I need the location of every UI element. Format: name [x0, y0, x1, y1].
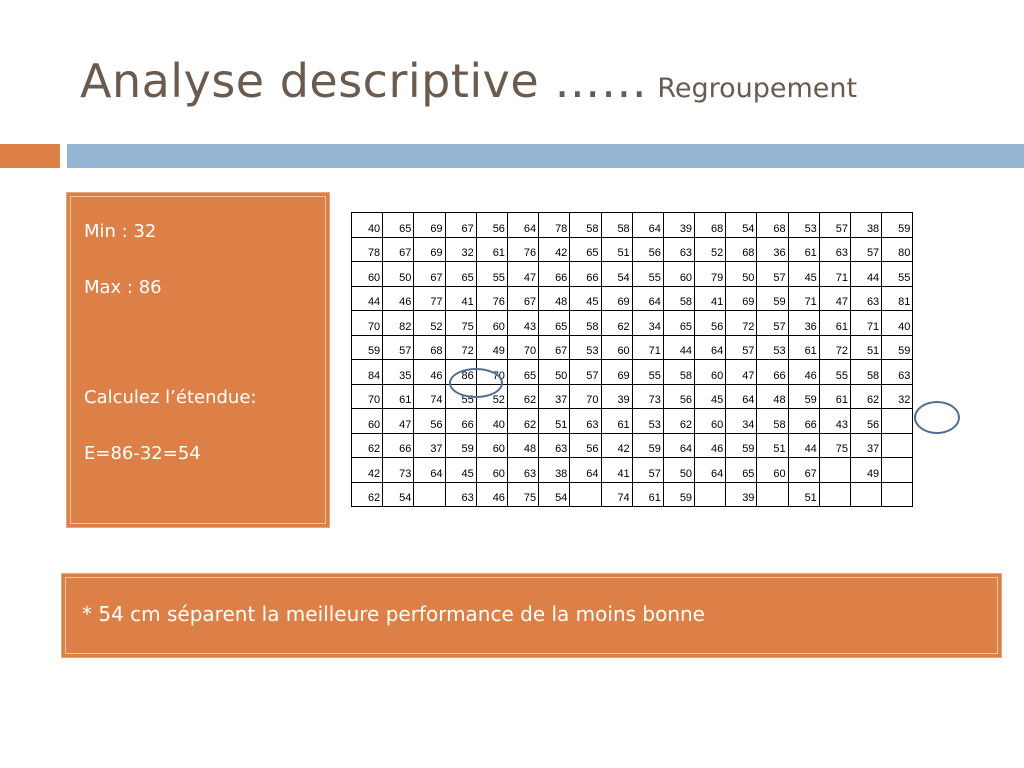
table-cell: 55	[445, 384, 476, 409]
table-cell: 68	[726, 237, 757, 262]
table-row	[352, 384, 913, 409]
table-cell: 55	[632, 360, 663, 385]
table-cell: 67	[445, 213, 476, 238]
table-cell	[882, 433, 913, 458]
table-cell: 53	[632, 409, 663, 434]
table-cell: 45	[445, 458, 476, 483]
table-cell: 77	[414, 286, 445, 311]
table-row	[352, 213, 913, 238]
table-cell: 69	[601, 286, 632, 311]
table-cell: 63	[539, 433, 570, 458]
table-cell: 64	[632, 213, 663, 238]
max-value-highlight-circle	[449, 368, 503, 398]
table-cell: 47	[819, 286, 850, 311]
table-cell: 53	[570, 335, 601, 360]
table-cell: 62	[507, 409, 538, 434]
table-cell: 75	[819, 433, 850, 458]
table-cell: 69	[414, 213, 445, 238]
table-cell: 82	[383, 311, 414, 336]
table-cell: 34	[632, 311, 663, 336]
accent-bar-orange	[0, 144, 60, 168]
conclusion-text: * 54 cm séparent la meilleure performance de la moins bonne	[82, 602, 705, 626]
table-cell: 62	[663, 409, 694, 434]
table-cell: 65	[445, 262, 476, 287]
table-cell: 57	[757, 262, 788, 287]
slide-title	[80, 54, 857, 108]
table-cell: 41	[601, 458, 632, 483]
table-cell: 67	[507, 286, 538, 311]
table-cell: 39	[726, 482, 757, 507]
table-cell: 36	[788, 311, 819, 336]
table-cell: 66	[445, 409, 476, 434]
table-cell: 80	[882, 237, 913, 262]
table-cell: 42	[601, 433, 632, 458]
table-cell: 74	[414, 384, 445, 409]
table-row	[352, 262, 913, 287]
table-cell: 75	[507, 482, 538, 507]
table-cell: 47	[726, 360, 757, 385]
table-cell: 57	[726, 335, 757, 360]
table-cell: 62	[601, 311, 632, 336]
table-row	[352, 409, 913, 434]
table-cell: 46	[788, 360, 819, 385]
table-cell: 84	[352, 360, 383, 385]
table-cell: 72	[445, 335, 476, 360]
table-cell: 39	[663, 213, 694, 238]
table-cell: 52	[695, 237, 726, 262]
table-cell: 57	[632, 458, 663, 483]
table-cell: 73	[383, 458, 414, 483]
table-cell: 54	[601, 262, 632, 287]
table-cell: 59	[663, 482, 694, 507]
table-cell: 58	[601, 213, 632, 238]
table-cell: 50	[539, 360, 570, 385]
table-cell: 63	[851, 286, 882, 311]
table-cell: 51	[601, 237, 632, 262]
table-cell	[819, 482, 850, 507]
table-cell: 57	[851, 237, 882, 262]
table-cell: 67	[383, 237, 414, 262]
table-cell: 51	[757, 433, 788, 458]
table-cell: 60	[757, 458, 788, 483]
table-cell: 64	[507, 213, 538, 238]
table-cell: 46	[414, 360, 445, 385]
table-cell	[882, 458, 913, 483]
table-cell: 65	[570, 237, 601, 262]
table-cell: 48	[539, 286, 570, 311]
table-row	[352, 433, 913, 458]
table-cell: 53	[788, 213, 819, 238]
table-cell: 34	[726, 409, 757, 434]
table-cell: 71	[788, 286, 819, 311]
table-cell	[882, 409, 913, 434]
slide-title-main: Analyse descriptive ……	[80, 54, 648, 108]
table-cell: 56	[414, 409, 445, 434]
table-cell: 62	[352, 433, 383, 458]
table-cell: 86	[445, 360, 476, 385]
table-cell: 57	[570, 360, 601, 385]
table-cell: 59	[726, 433, 757, 458]
table-cell	[414, 482, 445, 507]
table-cell: 45	[788, 262, 819, 287]
table-cell: 56	[663, 384, 694, 409]
table-cell: 63	[882, 360, 913, 385]
table-cell: 52	[414, 311, 445, 336]
table-cell: 61	[819, 384, 850, 409]
table-cell: 40	[882, 311, 913, 336]
table-cell: 63	[570, 409, 601, 434]
table-cell: 37	[414, 433, 445, 458]
table-cell: 62	[851, 384, 882, 409]
table-cell: 65	[507, 360, 538, 385]
table-cell: 76	[476, 286, 507, 311]
table-cell: 63	[819, 237, 850, 262]
table-cell: 42	[539, 237, 570, 262]
table-cell: 44	[352, 286, 383, 311]
table-cell: 58	[663, 360, 694, 385]
table-cell: 70	[570, 384, 601, 409]
table-cell: 47	[507, 262, 538, 287]
table-cell: 79	[695, 262, 726, 287]
table-cell: 63	[507, 458, 538, 483]
table-cell: 66	[539, 262, 570, 287]
table-cell: 32	[445, 237, 476, 262]
table-cell: 61	[788, 335, 819, 360]
table-cell: 60	[476, 311, 507, 336]
table-cell: 54	[726, 213, 757, 238]
table-cell: 60	[601, 335, 632, 360]
table-cell: 57	[383, 335, 414, 360]
table-cell: 70	[476, 360, 507, 385]
table-cell: 41	[445, 286, 476, 311]
table-cell: 37	[851, 433, 882, 458]
table-cell: 78	[539, 213, 570, 238]
table-cell: 59	[352, 335, 383, 360]
table-cell: 43	[507, 311, 538, 336]
table-cell: 71	[851, 311, 882, 336]
table-cell: 76	[507, 237, 538, 262]
table-cell: 55	[882, 262, 913, 287]
table-cell: 46	[476, 482, 507, 507]
table-cell: 44	[663, 335, 694, 360]
table-cell: 55	[476, 262, 507, 287]
table-cell: 66	[788, 409, 819, 434]
table-cell: 64	[632, 286, 663, 311]
table-cell: 55	[819, 360, 850, 385]
table-cell: 50	[383, 262, 414, 287]
range-calculation-panel	[66, 192, 330, 528]
range-question-text: Calculez l’étendue:	[84, 387, 257, 408]
table-cell: 50	[663, 458, 694, 483]
table-cell: 81	[882, 286, 913, 311]
table-cell: 51	[788, 482, 819, 507]
table-cell	[819, 458, 850, 483]
table-cell: 64	[414, 458, 445, 483]
table-cell: 65	[663, 311, 694, 336]
table-cell	[570, 482, 601, 507]
table-cell: 74	[601, 482, 632, 507]
table-cell: 63	[445, 482, 476, 507]
table-cell: 43	[819, 409, 850, 434]
performance-data-table-body	[352, 213, 913, 507]
table-cell: 53	[757, 335, 788, 360]
table-cell: 35	[383, 360, 414, 385]
table-cell	[695, 482, 726, 507]
table-cell: 67	[414, 262, 445, 287]
table-cell: 49	[851, 458, 882, 483]
table-cell: 57	[757, 311, 788, 336]
table-cell: 61	[788, 237, 819, 262]
table-cell: 68	[757, 213, 788, 238]
table-cell: 48	[757, 384, 788, 409]
table-cell	[851, 482, 882, 507]
table-cell: 62	[352, 482, 383, 507]
table-cell: 65	[383, 213, 414, 238]
table-cell: 57	[819, 213, 850, 238]
table-cell: 32	[882, 384, 913, 409]
table-cell: 55	[632, 262, 663, 287]
table-cell: 64	[663, 433, 694, 458]
table-cell: 66	[757, 360, 788, 385]
table-cell: 38	[851, 213, 882, 238]
table-cell: 70	[507, 335, 538, 360]
table-row	[352, 335, 913, 360]
table-cell: 60	[695, 360, 726, 385]
table-cell: 62	[507, 384, 538, 409]
accent-bar-blue	[67, 144, 1024, 168]
table-cell: 49	[476, 335, 507, 360]
table-cell: 37	[539, 384, 570, 409]
table-row	[352, 482, 913, 507]
table-cell: 69	[601, 360, 632, 385]
table-cell: 38	[539, 458, 570, 483]
table-cell: 78	[352, 237, 383, 262]
table-cell: 61	[601, 409, 632, 434]
table-cell: 75	[445, 311, 476, 336]
table-cell: 68	[695, 213, 726, 238]
table-cell: 73	[632, 384, 663, 409]
table-cell: 64	[695, 335, 726, 360]
table-cell: 66	[383, 433, 414, 458]
table-cell: 61	[383, 384, 414, 409]
table-cell: 58	[570, 213, 601, 238]
table-cell: 71	[632, 335, 663, 360]
table-cell: 59	[632, 433, 663, 458]
table-cell: 60	[476, 458, 507, 483]
table-cell: 61	[819, 311, 850, 336]
table-cell: 72	[819, 335, 850, 360]
table-cell: 54	[539, 482, 570, 507]
table-cell: 56	[695, 311, 726, 336]
table-cell: 54	[383, 482, 414, 507]
table-cell: 61	[632, 482, 663, 507]
table-cell: 58	[757, 409, 788, 434]
table-cell: 36	[757, 237, 788, 262]
table-cell: 65	[726, 458, 757, 483]
conclusion-panel	[61, 573, 1002, 658]
table-cell: 70	[352, 384, 383, 409]
table-cell: 59	[445, 433, 476, 458]
table-cell: 40	[476, 409, 507, 434]
table-cell: 69	[726, 286, 757, 311]
table-cell: 71	[819, 262, 850, 287]
table-cell: 59	[788, 384, 819, 409]
max-value-text: Max : 86	[84, 277, 162, 298]
table-cell: 59	[882, 213, 913, 238]
table-cell: 46	[695, 433, 726, 458]
table-cell	[757, 482, 788, 507]
slide-subtitle: Regroupement	[657, 73, 858, 104]
table-cell: 69	[414, 237, 445, 262]
table-cell: 60	[476, 433, 507, 458]
min-value-highlight-circle	[914, 401, 960, 434]
min-value-text: Min : 32	[84, 221, 157, 242]
table-cell: 66	[570, 262, 601, 287]
table-cell: 42	[352, 458, 383, 483]
table-cell: 67	[539, 335, 570, 360]
table-cell: 45	[695, 384, 726, 409]
table-cell: 56	[476, 213, 507, 238]
table-cell: 60	[663, 262, 694, 287]
table-cell	[882, 482, 913, 507]
table-cell: 51	[539, 409, 570, 434]
table-row	[352, 286, 913, 311]
table-cell: 46	[383, 286, 414, 311]
range-answer-text: E=86-32=54	[84, 443, 201, 464]
table-cell: 50	[726, 262, 757, 287]
table-cell: 60	[695, 409, 726, 434]
table-row	[352, 311, 913, 336]
table-cell: 59	[757, 286, 788, 311]
table-cell: 61	[476, 237, 507, 262]
table-row	[352, 237, 913, 262]
table-cell: 58	[851, 360, 882, 385]
table-cell: 45	[570, 286, 601, 311]
table-cell: 52	[476, 384, 507, 409]
table-cell: 63	[663, 237, 694, 262]
performance-data-table	[351, 212, 913, 507]
table-cell: 65	[539, 311, 570, 336]
table-cell: 58	[570, 311, 601, 336]
table-cell: 67	[788, 458, 819, 483]
table-cell: 68	[414, 335, 445, 360]
table-cell: 47	[383, 409, 414, 434]
table-cell: 64	[695, 458, 726, 483]
table-cell: 56	[851, 409, 882, 434]
table-cell: 64	[726, 384, 757, 409]
table-cell: 58	[663, 286, 694, 311]
table-cell: 70	[352, 311, 383, 336]
table-row	[352, 458, 913, 483]
table-cell: 44	[851, 262, 882, 287]
table-cell: 44	[788, 433, 819, 458]
table-cell: 56	[632, 237, 663, 262]
table-cell: 60	[352, 262, 383, 287]
table-cell: 51	[851, 335, 882, 360]
table-cell: 64	[570, 458, 601, 483]
table-cell: 40	[352, 213, 383, 238]
table-cell: 39	[601, 384, 632, 409]
table-cell: 60	[352, 409, 383, 434]
table-cell: 48	[507, 433, 538, 458]
table-cell: 72	[726, 311, 757, 336]
table-cell: 41	[695, 286, 726, 311]
table-row	[352, 360, 913, 385]
table-cell: 56	[570, 433, 601, 458]
table-cell: 59	[882, 335, 913, 360]
